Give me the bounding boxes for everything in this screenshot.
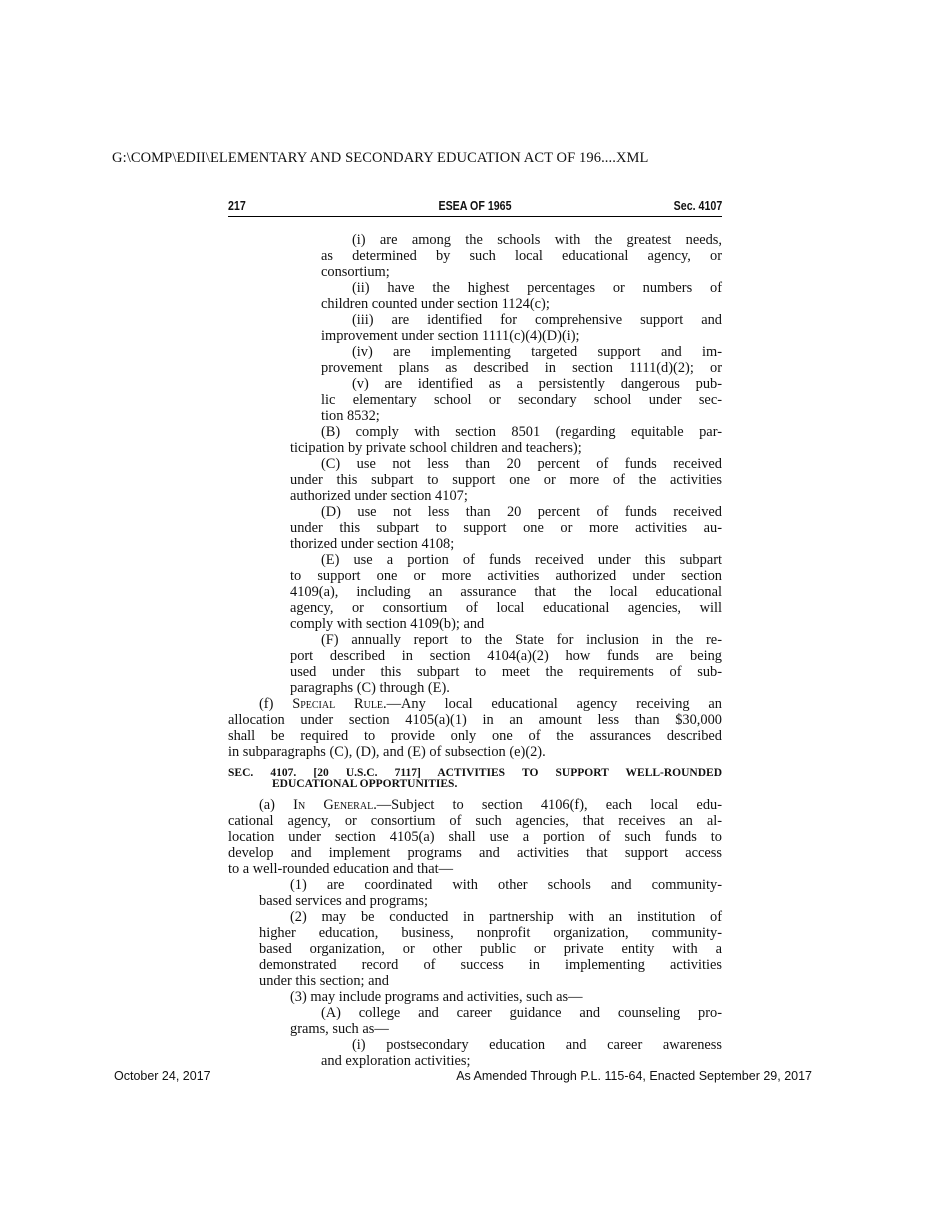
page-number: 217 <box>228 198 246 213</box>
in-general-heading: In General <box>293 797 374 813</box>
text-line: (D) use not less than 20 percent of funds received <box>321 504 722 520</box>
text-line: (v) are identified as a persistently dangerous pub- <box>352 376 722 392</box>
text-line: (f) Special Rule.—Any local educational agency receiving an <box>259 696 723 712</box>
text-line: develop and implement programs and activities that support access <box>228 845 722 861</box>
text-line: allocation under section 4105(a)(1) in an amount less than $30,000 <box>228 712 722 728</box>
text-line: to a well-rounded education and that— <box>228 861 453 877</box>
text-line: (F) annually report to the State for inclusion in the re- <box>321 632 722 648</box>
text-line: provement plans as described in section 1111(d)(2); or <box>321 360 722 376</box>
section-number: Sec. 4107 <box>673 198 722 213</box>
text-line: (A) college and career guidance and counseling pro- <box>321 1005 722 1021</box>
text-line: tion 8532; <box>321 408 380 424</box>
text-line: (ii) have the highest percentages or numbers of <box>352 280 722 296</box>
text-line: port described in section 4104(a)(2) how funds are being <box>290 648 722 664</box>
text-line: ticipation by private school children and teachers); <box>290 440 582 456</box>
text-line: used under this subpart to meet the requirements of sub- <box>290 664 722 680</box>
text-line: grams, such as— <box>290 1021 389 1037</box>
text-line: (iii) are identified for comprehensive support and <box>352 312 722 328</box>
text-line: (a) In General.—Subject to section 4106(f), each local edu- <box>259 797 722 813</box>
text-line: agency, or consortium of local educational agencies, will <box>290 600 722 616</box>
text-line: thorized under section 4108; <box>290 536 455 552</box>
text-line: improvement under section 1111(c)(4)(D)(i); <box>321 328 580 344</box>
text-line: (B) comply with section 8501 (regarding equitable par- <box>321 424 722 440</box>
text-line: (E) use a portion of funds received under this subpart <box>321 552 722 568</box>
footer-amended-note: As Amended Through P.L. 115-64, Enacted September 29, 2017 <box>456 1069 812 1083</box>
text-line: higher education, business, nonprofit organization, community- <box>259 925 722 941</box>
act-title: ESEA OF 1965 <box>438 198 512 213</box>
text-line: (3) may include programs and activities, such as— <box>290 989 583 1005</box>
section-heading: SEC. 4107. [20 U.S.C. 7117] ACTIVITIES TO SUPPORT WELL-ROUNDED <box>228 767 722 779</box>
text-line: (i) postsecondary education and career awareness <box>352 1037 722 1053</box>
text-line: (iv) are implementing targeted support and im- <box>352 344 722 360</box>
text-line: (2) may be conducted in partnership with an institution of <box>290 909 722 925</box>
special-rule-heading: Special Rule <box>292 696 384 712</box>
text-line: (i) are among the schools with the greatest needs, <box>352 232 722 248</box>
text-line: shall be required to provide only one of the assurances described <box>228 728 722 744</box>
text-line: location under section 4105(a) shall use a portion of such funds to <box>228 829 722 845</box>
text-line: (C) use not less than 20 percent of funds received <box>321 456 722 472</box>
text-line: children counted under section 1124(c); <box>321 296 550 312</box>
text-line: comply with section 4109(b); and <box>290 616 485 632</box>
section-heading-cont: EDUCATIONAL OPPORTUNITIES. <box>272 778 458 790</box>
text-line: based services and programs; <box>259 893 429 909</box>
file-path-header: G:\COMP\EDII\ELEMENTARY AND SECONDARY EDUCATION ACT OF 196....XML <box>112 150 649 166</box>
text-line: (1) are coordinated with other schools and community- <box>290 877 722 893</box>
text-line: demonstrated record of success in implementing activities <box>259 957 722 973</box>
text-line: under this subpart to support one or more activities au- <box>290 520 722 536</box>
text-line: in subparagraphs (C), (D), and (E) of subsection (e)(2). <box>228 744 546 760</box>
text-line: under this subpart to support one or more of the activities <box>290 472 722 488</box>
text-line: paragraphs (C) through (E). <box>290 680 450 696</box>
text-line: under this section; and <box>259 973 389 989</box>
text-line: cational agency, or consortium of such agencies, that receives an al- <box>228 813 722 829</box>
text-line: and exploration activities; <box>321 1053 471 1069</box>
text-line: based organization, or other public or private entity with a <box>259 941 722 957</box>
text-line: as determined by such local educational agency, or <box>321 248 722 264</box>
text-line: 4109(a), including an assurance that the local educational <box>290 584 722 600</box>
text-line: to support one or more activities authorized under section <box>290 568 722 584</box>
text-line: consortium; <box>321 264 390 280</box>
text-line: lic elementary school or secondary school under sec- <box>321 392 722 408</box>
text-line: authorized under section 4107; <box>290 488 468 504</box>
running-head <box>228 198 722 217</box>
footer-date: October 24, 2017 <box>114 1069 211 1083</box>
